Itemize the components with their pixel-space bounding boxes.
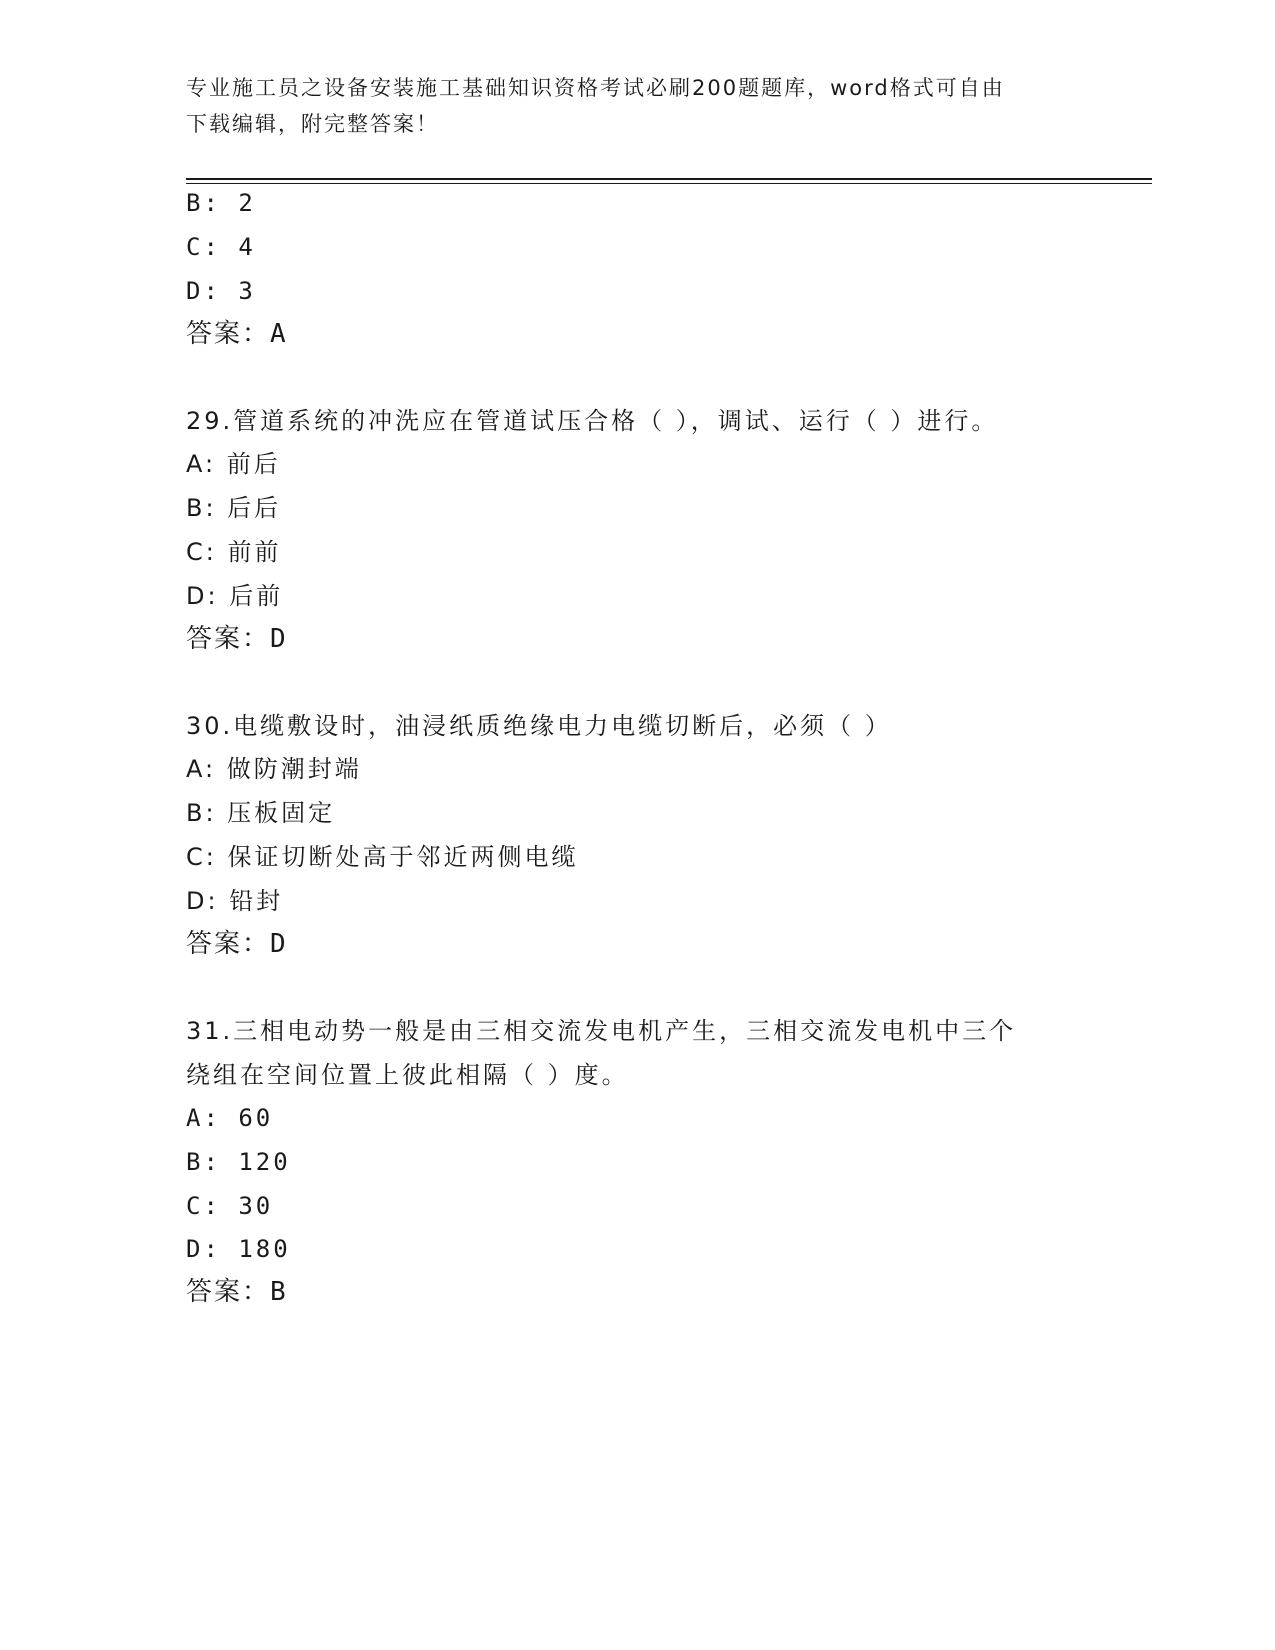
answer-value: D bbox=[270, 624, 288, 654]
question-stem: 29.管道系统的冲洗应在管道试压合格（ ），调试、运行（ ）进行。 bbox=[186, 407, 999, 435]
question-stem: 31.三相电动势一般是由三相交流发电机产生，三相交流发电机中三个 bbox=[186, 1017, 1017, 1045]
answer-value: A bbox=[270, 319, 288, 349]
answer-line bbox=[186, 624, 288, 654]
header-divider-thick bbox=[186, 178, 1152, 180]
option-c: C: 保证切断处高于邻近两侧电缆 bbox=[186, 843, 579, 871]
answer-line bbox=[186, 319, 288, 349]
option-c: C: 前前 bbox=[186, 538, 282, 566]
question-stem-continued: 绕组在空间位置上彼此相隔（ ）度。 bbox=[186, 1061, 629, 1089]
option-d: D: 180 bbox=[186, 1235, 291, 1263]
answer-value: D bbox=[270, 929, 288, 959]
option-a: A: 60 bbox=[186, 1104, 274, 1132]
option-d: D: 铅封 bbox=[186, 887, 284, 915]
document-header bbox=[186, 70, 1066, 142]
header-line-1: 专业施工员之设备安装施工基础知识资格考试必刷200题题库，word格式可自由 bbox=[186, 76, 1005, 100]
header-line-2: 下载编辑，附完整答案！ bbox=[186, 112, 439, 136]
option-b: B: 2 bbox=[186, 189, 256, 217]
option-b: B: 后后 bbox=[186, 494, 282, 522]
header-divider-thin bbox=[186, 183, 1152, 184]
answer-label: 答案： bbox=[186, 1277, 271, 1307]
option-c: C: 30 bbox=[186, 1192, 274, 1220]
answer-line bbox=[186, 1277, 288, 1307]
answer-line bbox=[186, 929, 288, 959]
answer-label: 答案： bbox=[186, 319, 271, 349]
option-d: D: 后前 bbox=[186, 582, 284, 610]
option-b: B: 压板固定 bbox=[186, 799, 336, 827]
answer-value: B bbox=[270, 1277, 288, 1307]
option-a: A: 前后 bbox=[186, 450, 281, 478]
option-d: D: 3 bbox=[186, 277, 256, 305]
question-stem: 30.电缆敷设时，油浸纸质绝缘电力电缆切断后，必须（ ） bbox=[186, 712, 892, 740]
answer-label: 答案： bbox=[186, 929, 271, 959]
option-c: C: 4 bbox=[186, 233, 256, 261]
option-a: A: 做防潮封端 bbox=[186, 755, 362, 783]
option-b: B: 120 bbox=[186, 1148, 291, 1176]
answer-label: 答案： bbox=[186, 624, 271, 654]
